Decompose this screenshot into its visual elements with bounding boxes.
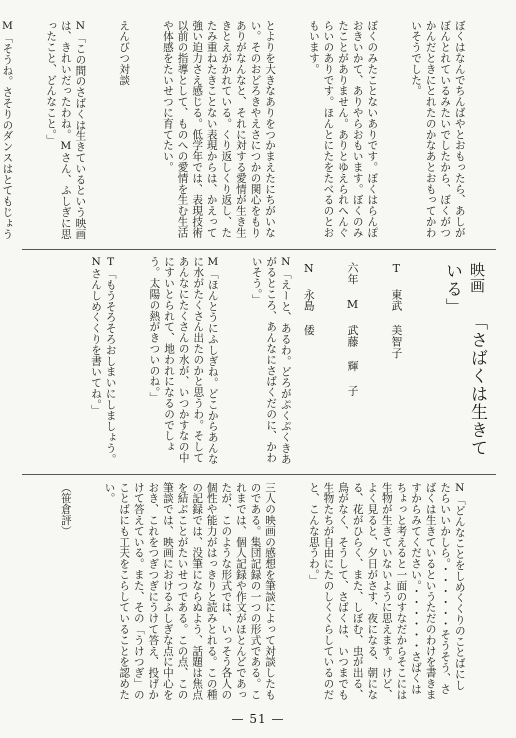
- top-tier-text: [1, 20, 496, 245]
- dialogue-line: N「えーと、あるわ。どろがぷくぷくきあがるところ、あんなにさばくだのに、かわいそう。」: [250, 256, 292, 465]
- dialogue-line: M「そうね。さそりのダンスはとてもじょう: [1, 20, 14, 240]
- child-writing-para-1: ぼくはなんでちんばやとおもったら、あしがぼんとれているみたいでしたから、ぼくがつかんだときにとれたのかなあとおもってかわいそうでした。: [410, 20, 466, 238]
- page-number: — 51 —: [231, 712, 285, 726]
- film-prefix: 映画: [468, 262, 486, 294]
- film-heading: [440, 262, 490, 462]
- section-heading: えんびつ対談: [118, 20, 131, 86]
- participants: [302, 262, 432, 462]
- comment-attribution: （笹倉評）: [59, 482, 72, 537]
- tier-divider: [22, 249, 496, 250]
- dialogue-line: N「どんなことをしめくくりのことばにしたらいいかしら。・・・・・・そうそう、さばくは生きているというただのわけを書きますからみてください。・・・・・・さばくはちょっと考えると一面のすなだからそこには生物が生きていないように思えます。けど、よく見ると、夕日がさす、夜になる、朝になる、花がひらく、また、しぼむ、虫が出る、鳥がなく、そうして、さばくは、いつまでも生物たちが自由にたのしくくらしているのだと、こんな思うわ。」: [307, 482, 466, 700]
- editor-comment: 三人の映画の感想を筆談によって対談したものである。集団記録の一つの形式である。これまでは、個人記録や作文がほとんどであったが、このような形式では、いっそう各人の個性や能力がはっきりと読みとれる。この種の記録では、没筆にならぬよう、話題は焦点を結ぶことがたいせつである。この点、この筆談では、映画におけるふしぎな点に中心をおき、これをつぎつぎにうけて答え、投げかけて答えている。また、その「うけつぎ」のことばにも工夫をこらしていることを認めたい。: [103, 482, 277, 700]
- participant: 六年 M 武藤 輝 子: [346, 262, 360, 397]
- dialogue-line: T「もうそろそろおしまいにしましょう。Nさんしめくくりを書いてね。」: [90, 256, 117, 465]
- bottom-tier-text: [22, 482, 496, 700]
- tier-divider: [22, 474, 496, 475]
- participant: T 東武 美智子: [389, 262, 403, 359]
- dialogue-line: N「この間のさばくは生きているという映画は、きれいだったわね。Mさん、ふしぎに思ったこと、どんなこと。」: [45, 20, 87, 240]
- participant: N 永島 倭: [302, 262, 316, 336]
- film-title: 「さばくは生きている」: [442, 262, 487, 457]
- teacher-comment: とよりを大きなありをつかまえたにちがいない。そのおどろきやえさにつかの関心をもりありがなんなと、それに対する愛情が生き生きとえがかれている。くり返しくり返し、たたみ重ねたきことない表現からは、かえって強い迫力さえ感じる。低学年では、表現技術以前の指導として、ものへの愛情を生む生活や体感をたいせつに育てたい。: [161, 20, 277, 238]
- child-writing-para-2: ぼくのみたことないありです。ぼくはらんぽおきいかて、ありやらおもいます。ぼくのみたことがありません。ありとゆえられへんぐらいのありです。ほんとにたをたべるのとおもいます。: [307, 20, 379, 238]
- dialogue-line: M「ほんとうにふしぎね。どこからあんなに水がたくさん出たのかと思うわ。そしてあんなにたくさんの水が、いつかすなの中にすいとられて、地われになるのでしょう。太陽の熱がきついのね。」: [148, 256, 219, 465]
